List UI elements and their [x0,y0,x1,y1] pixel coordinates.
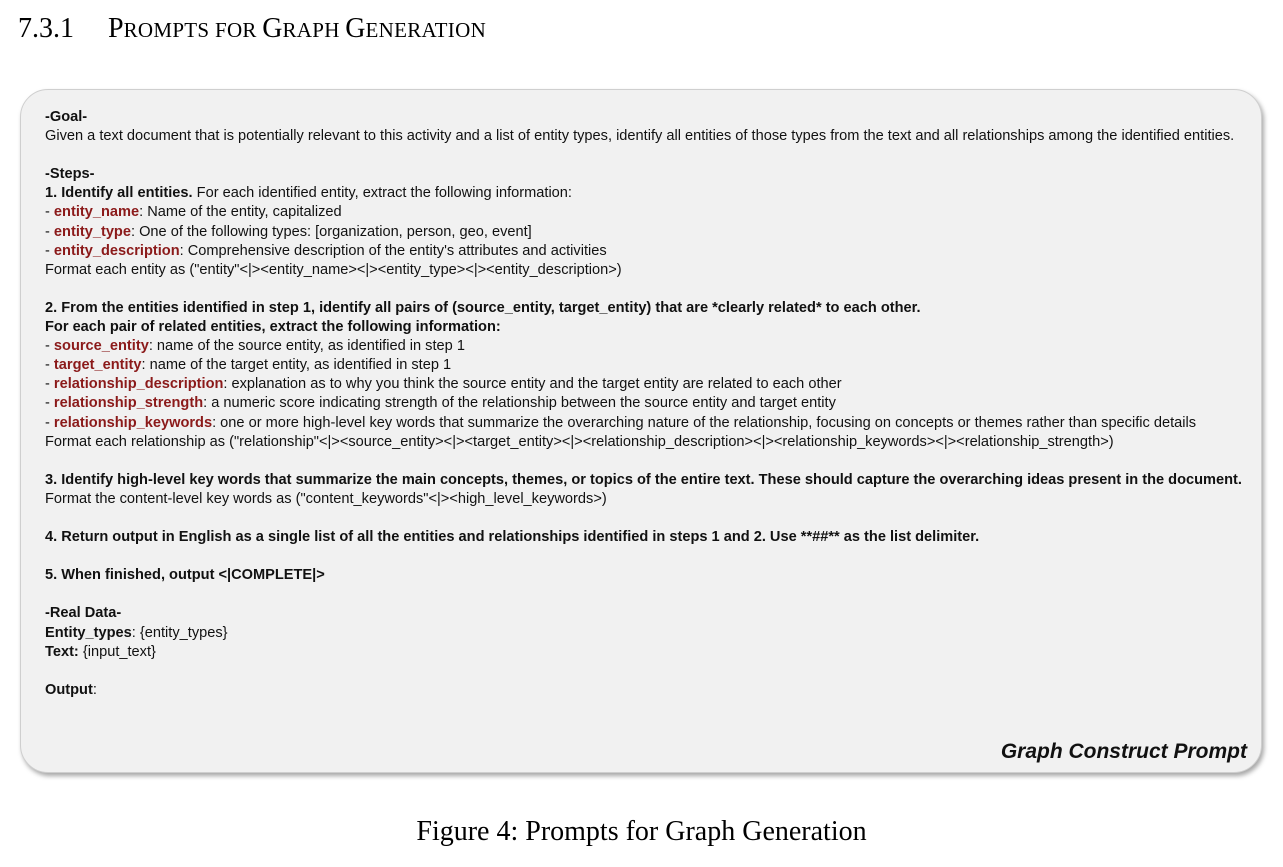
output-colon: : [92,681,97,698]
step2-item: - relationship_description: explanation as to why you think the source entity and the target entity are related to each other [45,376,842,393]
step3-format: Format the content-level key words as ("content_keywords"<|><high_level_keywords>) [45,490,607,507]
field-desc: : Name of the entity, capitalized [139,204,342,221]
step1-format: Format each entity as ("entity"<|><entity_name><|><entity_type><|><entity_description>) [45,261,622,278]
field-key: source_entity [53,338,149,355]
entity-types-label: Entity_types [45,624,132,641]
step4-text: 4. Return output in English as a single list of all the entities and relationships identified in steps 1 and 2. Use **##** as the list delimiter. [45,529,980,546]
entity-types-line [45,624,1250,643]
step1-item: - entity_type: One of the following types: [organization, person, geo, event] [45,223,532,240]
section-title-part: G [262,13,283,44]
step2-item: - source_entity: name of the source entity, as identified in step 1 [45,338,465,355]
field-key: relationship_keywords [53,414,213,431]
section-title-part: RAPH [282,18,346,42]
goal-heading: -Goal- [45,109,88,125]
text-label: Text: [45,643,79,660]
prompt-tag: Graph Construct Prompt [1000,740,1247,763]
field-key: relationship_description [53,376,224,393]
step1-text: For each identified entity, extract the following information: [192,185,572,202]
step1-title: 1. Identify all entities. [45,185,193,202]
field-desc: : a numeric score indicating strength of the relationship between the source entity and target entity [203,395,836,412]
section-heading [18,10,486,49]
output-label: Output [45,681,93,698]
step1-item: - entity_description: Comprehensive description of the entity's attributes and activities [45,242,607,259]
section-title-part: G [345,13,366,44]
step2-item: - relationship_keywords: one or more high-level key words that summarize the overarching nature of the relationship, focusing on concepts or themes rather than specific details [45,414,1197,431]
section-number: 7.3.1 [18,13,74,44]
section-title [108,13,486,44]
step2-format: Format each relationship as ("relationship"<|><source_entity><|><target_entity><|><relationship_description><|><relationship_keywords><|><relationship_strength>) [45,433,1114,450]
entity-types-value: : {entity_types} [131,624,228,641]
section-title-part: ROMPTS FOR [123,18,263,42]
real-data-heading: -Real Data- [45,605,122,622]
section-title-part: ENERATION [365,18,487,42]
figure-caption: Figure 4: Prompts for Graph Generation [416,816,867,847]
field-desc: : name of the target entity, as identified in step 1 [141,357,452,374]
prompt-box [20,89,1262,773]
field-desc: : one or more high-level key words that summarize the overarching nature of the relationship, focusing on concepts or themes rather than specific details [212,414,1197,431]
steps-heading: -Steps- [45,166,95,183]
step2-item: - target_entity: name of the target entity, as identified in step 1 [45,357,452,374]
step5-text: 5. When finished, output <|COMPLETE|> [45,567,325,584]
section-title-part: P [108,13,124,44]
field-key: target_entity [53,357,142,374]
output-line [45,681,1250,700]
prompt-body [45,108,1250,700]
field-desc: : Comprehensive description of the entity's attributes and activities [179,242,607,259]
field-key: relationship_strength [53,395,204,412]
step2-subtitle: For each pair of related entities, extract the following information: [45,319,501,336]
text-line [45,643,1250,662]
field-key: entity_type [53,223,131,240]
field-key: entity_description [53,242,180,259]
step3-title: 3. Identify high-level key words that summarize the main concepts, themes, or topics of the entire text. These should capture the overarching ideas present in the document. [45,471,1242,488]
field-desc: : name of the source entity, as identified in step 1 [148,338,465,355]
step2-item: - relationship_strength: a numeric score indicating strength of the relationship between the source entity and target entity [45,395,836,412]
text-value: {input_text} [78,643,156,660]
step1-intro [45,184,1250,203]
field-key: entity_name [53,204,140,221]
step1-item: - entity_name: Name of the entity, capitalized [45,204,342,221]
field-desc: : One of the following types: [organization, person, geo, event] [130,223,532,240]
field-desc: : explanation as to why you think the source entity and the target entity are related to each other [223,376,842,393]
step2-title: 2. From the entities identified in step 1, identify all pairs of (source_entity, target_entity) that are *clearly related* to each other. [45,299,921,316]
goal-text: Given a text document that is potentially relevant to this activity and a list of entity types, identify all entities of those types from the text and all relationships among the identified entities. [45,128,1235,145]
